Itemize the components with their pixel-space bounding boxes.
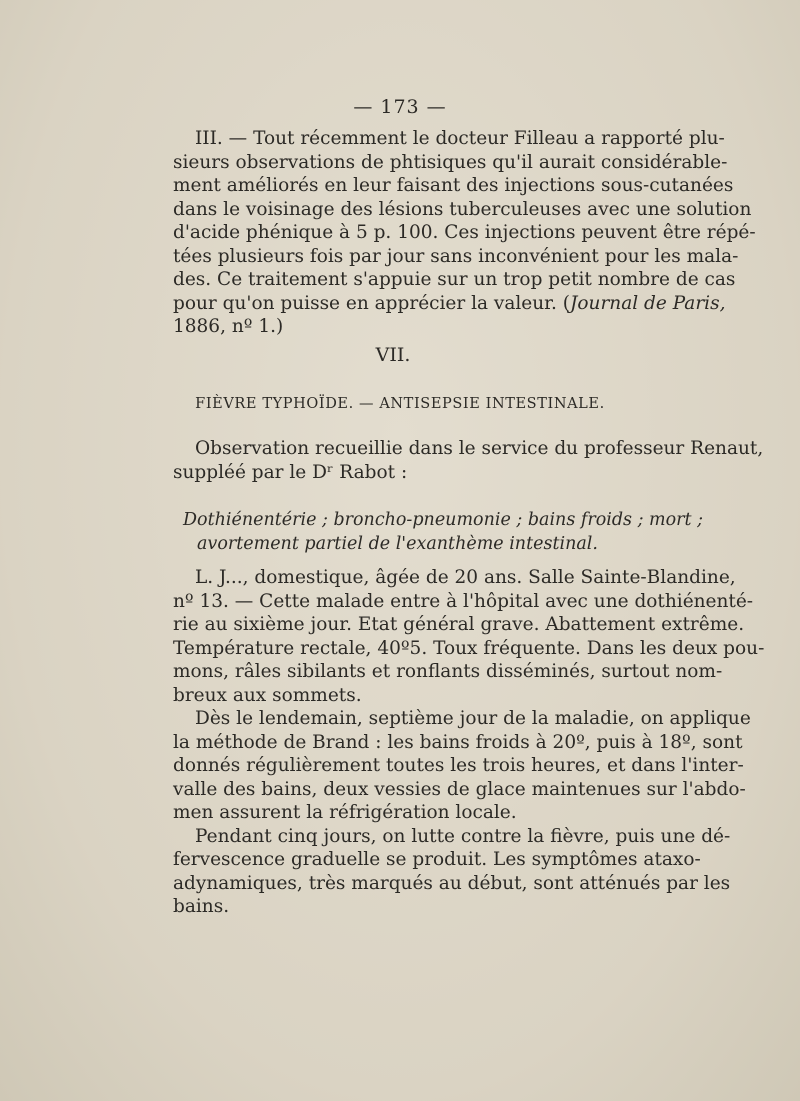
observation-intro [173,437,764,484]
text-line: nº 13. — Cette malade entre à l'hôpital avec une dothiénenté- [173,590,754,612]
text-line: sieurs observations de phtisiques qu'il aurait considérable- [173,151,728,173]
journal-citation: Journal de Paris, [569,292,726,314]
text-line: III. — Tout récemment le docteur Filleau a rapporté plu- [195,128,725,149]
summary-line: avortement partiel de l'exanthème intestinal. [197,533,598,554]
summary-line: Dothiénentérie ; broncho-pneumonie ; bains froids ; mort ; [183,510,704,530]
text-line: rie au sixième jour. Etat général grave. Abattement extrême. [173,614,745,635]
text-line: men assurent la réfrigération locale. [173,802,517,823]
text-line: adynamiques, très marqués au début, sont atténués par les [173,872,731,894]
text-line: Pendant cinq jours, on lutte contre la fièvre, puis une dé- [195,825,731,847]
text-line: bains. [173,896,230,917]
paragraph-iii [173,127,756,339]
text-line: suppléé par le Dʳ Rabot : [173,461,408,483]
text-line: breux aux sommets. [173,684,362,706]
text-fragment: pour qu'on puisse en apprécier la valeur. ( [173,292,570,314]
text-line: mons, râles sibilants et ronflants disséminés, surtout nom- [173,661,723,682]
text-line: tées plusieurs fois par jour sans inconvénient pour les mala- [173,245,739,267]
text-line: Observation recueillie dans le service du professeur Renaut, [195,438,764,459]
section-number: VII. [375,344,411,366]
text-line: donnés régulièrement toutes les trois heures, et dans l'inter- [173,755,744,776]
page-number: — 173 — [353,96,447,118]
text-line: 1886, nº 1.) [173,316,284,337]
text-line: des. Ce traitement s'appuie sur un trop petit nombre de cas [173,269,736,290]
section-heading: FIÈVRE TYPHOÏDE. — ANTISEPSIE INTESTINALE. [195,396,605,412]
text-line: fervescence graduelle se produit. Les symptômes ataxo- [173,849,701,870]
text-line: Température rectale, 40º5. Toux fréquente. Dans les deux pou- [173,637,765,659]
text-line: ment améliorés en leur faisant des injections sous-cutanées [173,175,734,196]
text-line: valle des bains, deux vessies de glace maintenues sur l'abdo- [173,778,746,800]
text-line: dans le voisinage des lésions tuberculeuses avec une solution [173,198,752,220]
case-body [173,566,765,919]
case-summary [175,509,704,556]
text-line: la méthode de Brand : les bains froids à 20º, puis à 18º, sont [173,731,743,753]
text-line: d'acide phénique à 5 p. 100. Ces injections peuvent être répé- [173,222,756,243]
text-line: L. J..., domestique, âgée de 20 ans. Salle Sainte-Blandine, [195,567,736,588]
text-line [173,292,726,316]
text-line: Dès le lendemain, septième jour de la maladie, on applique [195,708,751,729]
